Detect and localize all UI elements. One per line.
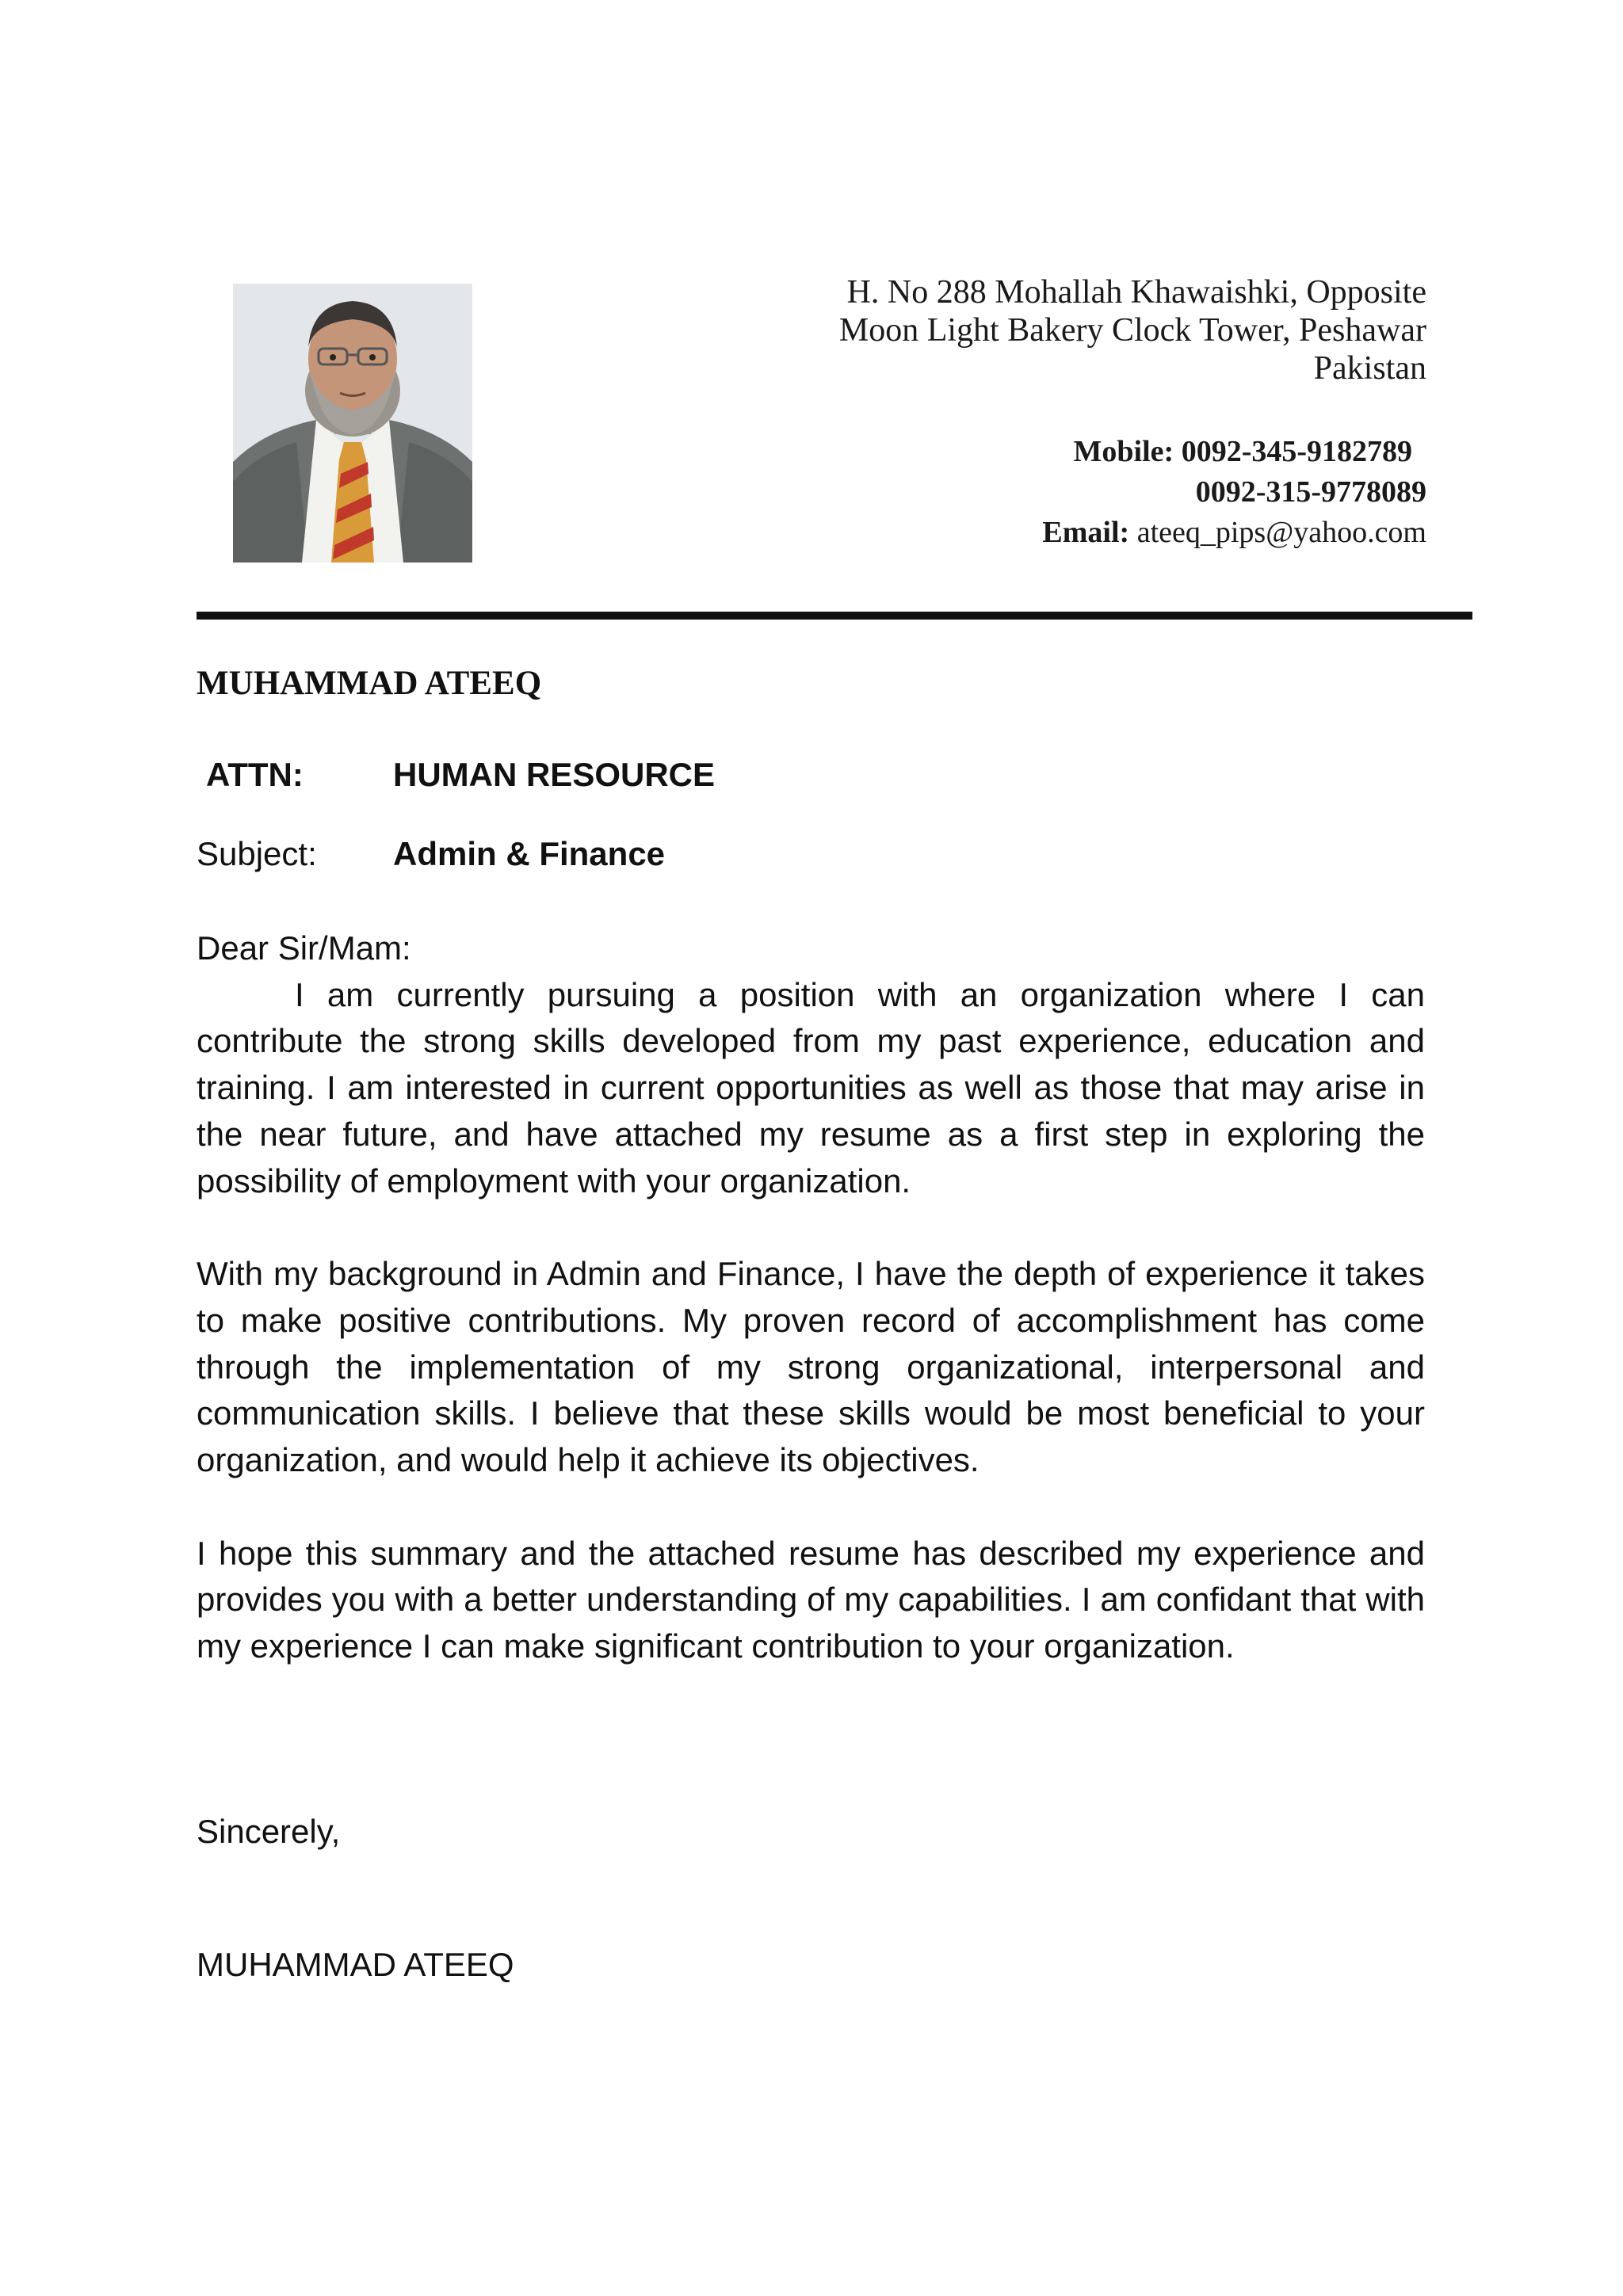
sender-address — [713, 273, 1426, 387]
salutation: Dear Sir/Mam: — [197, 929, 411, 967]
attn-row — [197, 753, 715, 797]
body-paragraph: With my background in Admin and Finance, I have the depth of experience it takes to make positive contributions. My proven record of accomplishment has come through the implementation of my strong organizational, interpersonal and communication skills. I believe that these skills would be most beneficial to your organization, and would help it achieve its objectives. — [197, 1255, 1425, 1479]
email-label: Email: — [1042, 516, 1130, 549]
mobile-number: 0092-315-9778089 — [1195, 475, 1426, 509]
sender-name: MUHAMMAD ATEEQ — [197, 665, 542, 702]
letter-body — [197, 925, 1425, 1670]
address-line: Moon Light Bakery Clock Tower, Peshawar — [838, 312, 1426, 349]
email-row — [713, 513, 1426, 553]
contact-block — [713, 432, 1426, 553]
email-address: ateeq_pips@yahoo.com — [1136, 516, 1426, 549]
profile-photo — [233, 284, 472, 563]
portrait-image — [233, 284, 472, 563]
subject-row — [197, 832, 665, 876]
subject-value: Admin & Finance — [393, 835, 666, 872]
mobile-number: 0092-345-9182789 — [1181, 435, 1412, 468]
address-line: H. No 288 Mohallah Khawaishki, Opposite — [846, 274, 1426, 311]
subject-label: Subject: — [197, 835, 317, 872]
attn-value: HUMAN RESOURCE — [393, 756, 716, 793]
closing: Sincerely, — [197, 1813, 341, 1850]
mobile-row-secondary — [713, 472, 1426, 513]
attn-label: ATTN: — [206, 756, 304, 793]
body-paragraph: I am currently pursuing a position with an organization where I can contribute the strong skills developed from my past experience, education and training. I am interested in current opportunities as well as those that may arise in the near future, and have attached my resume as a first step in exploring the possibility of employment with your organization. — [197, 975, 1425, 1199]
mobile-label: Mobile: — [1073, 435, 1174, 468]
signature-name: MUHAMMAD ATEEQ — [197, 1946, 514, 1983]
header-divider — [197, 612, 1472, 620]
body-paragraph: I hope this summary and the attached resume has described my experience and provides you with a better understanding of my capabilities. I am confidant that with my experience I can make significant contribution to your organization. — [197, 1534, 1425, 1665]
mobile-row — [713, 432, 1426, 472]
address-line: Pakistan — [1313, 350, 1426, 387]
